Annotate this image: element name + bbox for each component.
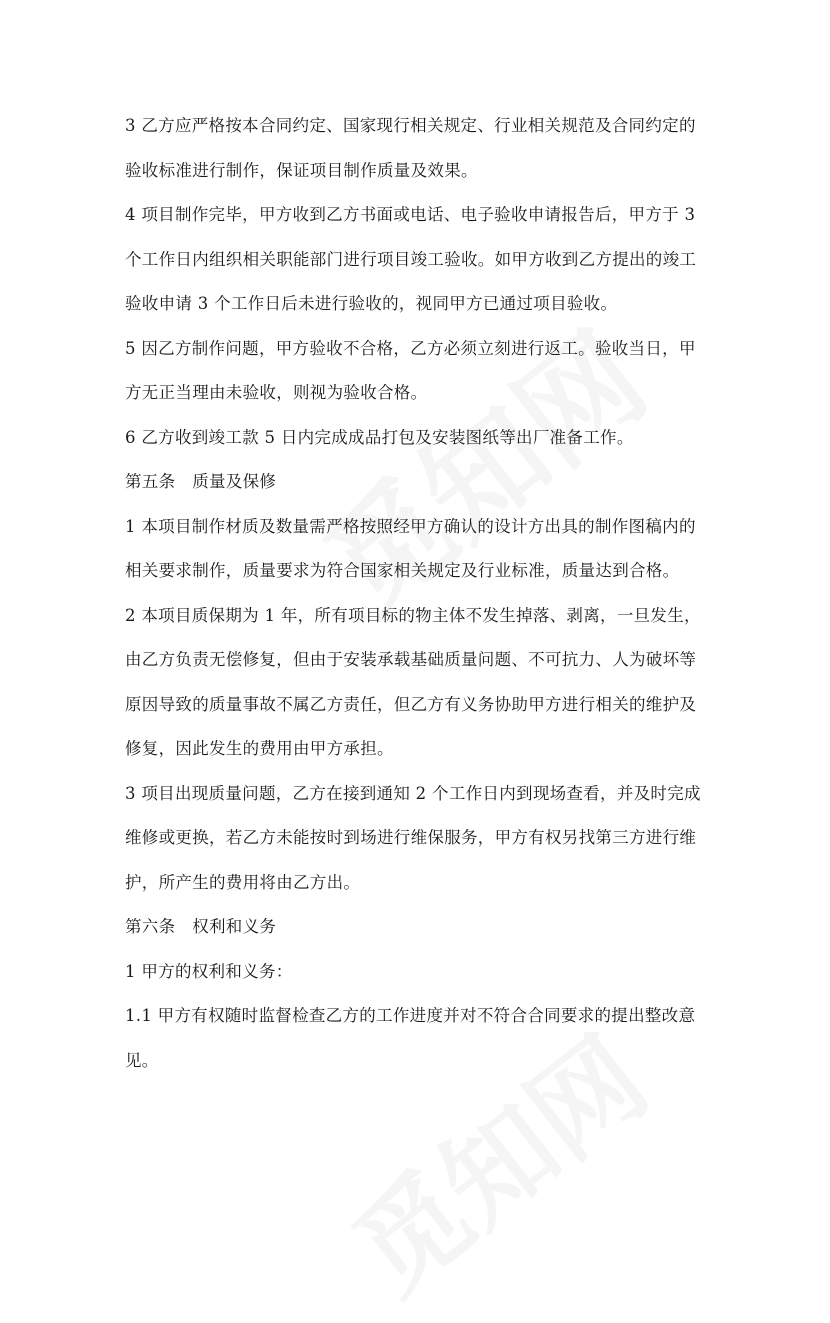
document-body [125,104,717,1083]
s5-clause-2-line-3: 原因导致的质量事故不属乙方责任，但乙方有义务协助甲方进行相关的维护及 [125,694,697,714]
clause-4-line-2: 个工作日内组织相关职能部门进行项目竣工验收。如甲方收到乙方提出的竣工 [125,249,697,269]
clause-3-line-2: 验收标准进行制作，保证项目制作质量及效果。 [125,160,478,180]
clause-4-line-3: 验收申请 3 个工作日后未进行验收的，视同甲方已通过项目验收。 [125,294,618,313]
s5-clause-2-line-4: 修复，因此发生的费用由甲方承担。 [125,739,394,758]
s5-clause-3-line-3: 护，所产生的费用将由乙方出。 [125,872,361,892]
s5-clause-1-line-2: 相关要求制作，质量要求为符合国家相关规定及行业标准，质量达到合格。 [125,561,680,580]
clause-5-line-1: 5 因乙方制作问题，甲方验收不合格，乙方必须立刻进行返工。验收当日，甲 [125,338,696,358]
s5-clause-3-line-1: 3 项目出现质量问题，乙方在接到通知 2 个工作日内到现场查看，并及时完成 [125,783,701,803]
section-heading-5: 第五条 质量及保修 [125,472,277,491]
s6-clause-1-1-line-1: 1.1 甲方有权随时监督检查乙方的工作进度并对不符合合同要求的提出整改意 [125,1006,696,1025]
s5-clause-3-line-2: 维修或更换，若乙方未能按时到场进行维保服务，甲方有权另找第三方进行维 [125,828,697,847]
clause-3-line-1: 3 乙方应严格按本合同约定、国家现行相关规定、行业相关规范及合同约定的 [125,116,696,135]
clause-5-line-2: 方无正当理由未验收，则视为验收合格。 [125,383,428,402]
section-heading-6: 第六条 权利和义务 [125,917,277,936]
s5-clause-2-line-2: 由乙方负责无偿修复，但由于安装承载基础质量问题、不可抗力、人为破坏等 [125,650,697,669]
clause-4-line-1: 4 项目制作完毕，甲方收到乙方书面或电话、电子验收申请报告后，甲方于 3 [125,205,696,224]
clause-6-line-1: 6 乙方收到竣工款 5 日内完成成品打包及安装图纸等出厂准备工作。 [125,427,634,447]
s6-clause-1: 1 甲方的权利和义务： [125,961,293,981]
s5-clause-2-line-1: 2 本项目质保期为 1 年，所有项目标的物主体不发生掉落、剥离，一旦发生， [125,605,701,625]
s6-clause-1-1-line-2: 见。 [125,1050,159,1070]
s5-clause-1-line-1: 1 本项目制作材质及数量需严格按照经甲方确认的设计方出具的制作图稿内的 [125,516,696,536]
